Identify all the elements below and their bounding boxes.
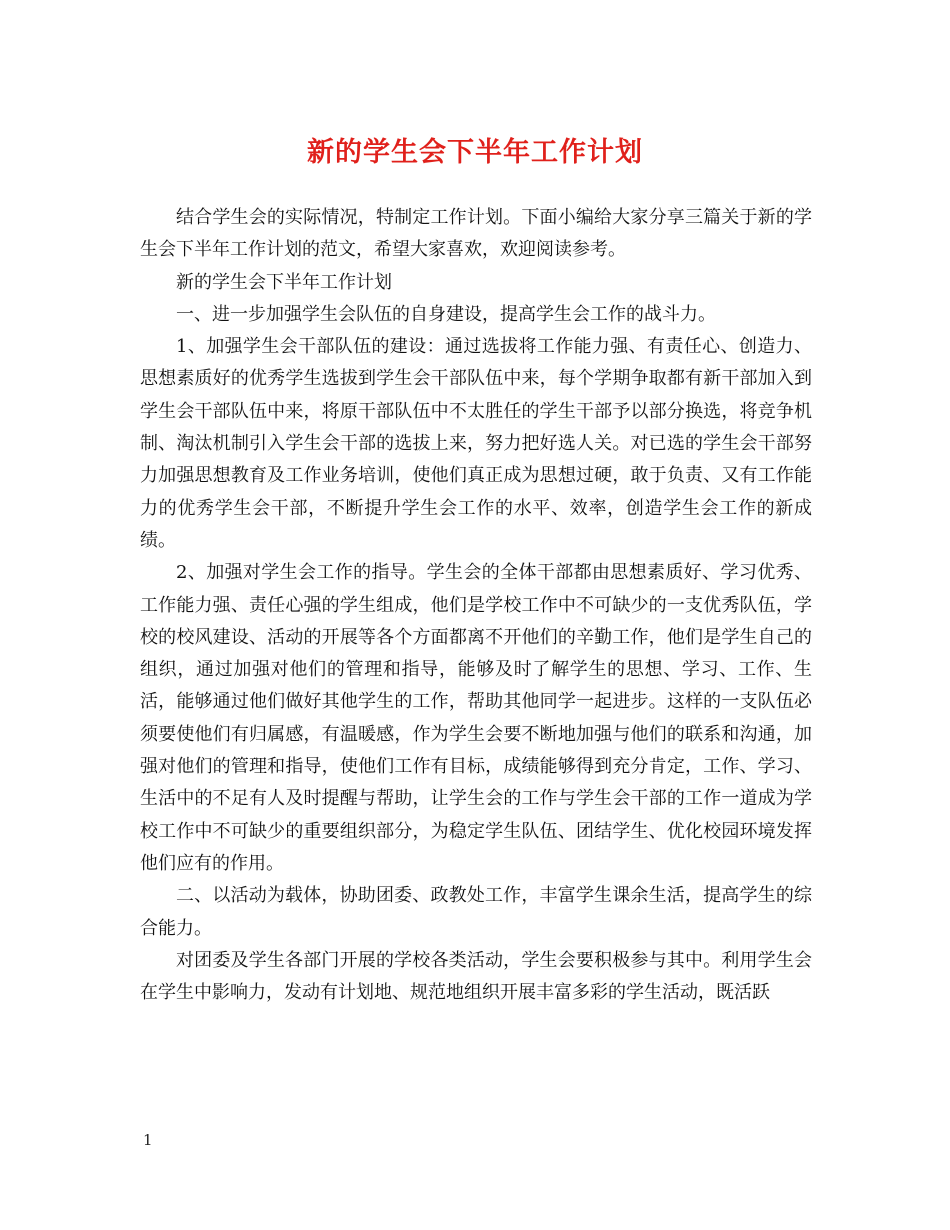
document-body [140, 202, 812, 1009]
paragraph-item-1: 1、加强学生会干部队伍的建设：通过选拔将工作能力强、有责任心、创造力、思想素质好的优秀学生选拔到学生会干部队伍中来，每个学期争取都有新干部加入到学生会干部队伍中来，将原干部队伍中不太胜任的学生干部予以部分换选，将竞争机制、淘汰机制引入学生会干部的选拔上来，努力把好选人关。对已选的学生会干部努力加强思想教育及工作业务培训，使他们真正成为思想过硬，敢于负责、又有工作能力的优秀学生会干部，不断提升学生会工作的水平、效率，创造学生会工作的新成绩。 [140, 336, 812, 551]
paragraph-subtitle: 新的学生会下半年工作计划 [176, 271, 392, 293]
paragraph-section-2-body: 对团委及学生各部门开展的学校各类活动，学生会要积极参与其中。利用学生会在学生中影响力，发动有计划地、规范地组织开展丰富多彩的学生活动，既活跃 [140, 949, 812, 1004]
document-title: 新的学生会下半年工作计划 [307, 137, 643, 168]
paragraph-section-1-heading: 一、进一步加强学生会队伍的自身建设，提高学生会工作的战斗力。 [176, 303, 716, 325]
paragraph-section-2-heading: 二、以活动为载体，协助团委、政教处工作，丰富学生课余生活，提高学生的综合能力。 [140, 885, 812, 939]
page-number: 1 [143, 1131, 153, 1149]
paragraph-item-2: 2、加强对学生会工作的指导。学生会的全体干部都由思想素质好、学习优秀、工作能力强、责任心强的学生组成，他们是学校工作中不可缺少的一支优秀队伍，学校的校风建设、活动的开展等各个方面都离不开他们的辛勤工作，他们是学生自己的组织，通过加强对他们的管理和指导，能够及时了解学生的思想、学习、工作、生活，能够通过他们做好其他学生的工作，帮助其他同学一起进步。这样的一支队伍必须要使他们有归属感，有温暖感，作为学生会要不断地加强与他们的联系和沟通，加强对他们的管理和指导，使他们工作有目标，成绩能够得到充分肯定，工作、学习、生活中的不足有人及时提醒与帮助，让学生会的工作与学生会干部的工作一道成为学校工作中不可缺少的重要组织部分，为稳定学生队伍、团结学生、优化校园环境发挥他们应有的作用。 [140, 562, 812, 874]
paragraph-intro: 结合学生会的实际情况，特制定工作计划。下面小编给大家分享三篇关于新的学生会下半年工作计划的范文，希望大家喜欢，欢迎阅读参考。 [140, 207, 812, 261]
